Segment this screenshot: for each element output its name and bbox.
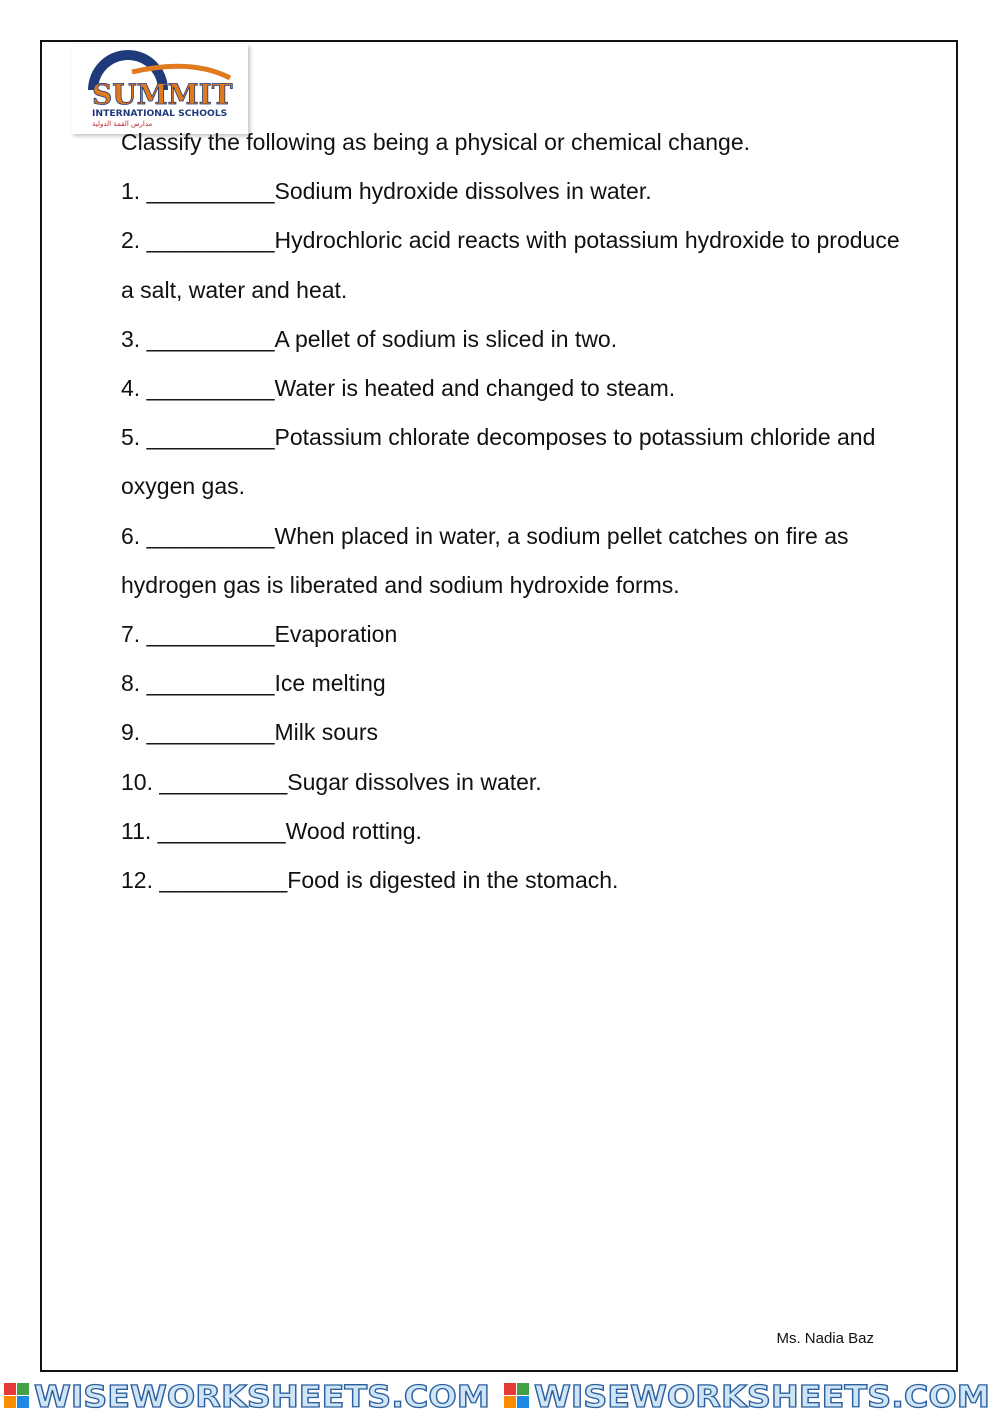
answer-blank[interactable]: __________ xyxy=(146,719,275,746)
logo-block-icon xyxy=(4,1396,16,1408)
question-text: Evaporation xyxy=(274,621,398,648)
logo-block-icon xyxy=(17,1383,29,1395)
question-number: 5. xyxy=(121,424,147,451)
question-item xyxy=(121,413,911,511)
answer-blank[interactable]: __________ xyxy=(146,621,275,648)
watermark-footer xyxy=(0,1378,1000,1413)
logo-arabic-text: مدارس القمة الدولية xyxy=(92,120,153,128)
question-item xyxy=(121,364,911,413)
question-item xyxy=(121,216,911,314)
question-number: 7. xyxy=(121,621,147,648)
question-number: 12. xyxy=(121,867,160,894)
question-number: 4. xyxy=(121,375,147,402)
logo-subtitle-text: INTERNATIONAL SCHOOLS xyxy=(92,108,228,119)
watermark-1 xyxy=(4,1380,490,1413)
question-item xyxy=(121,856,911,905)
question-item xyxy=(121,610,911,659)
question-number: 8. xyxy=(121,670,147,697)
question-item xyxy=(121,659,911,708)
logo-block-icon xyxy=(504,1396,516,1408)
question-text: Food is digested in the stomach. xyxy=(287,867,619,894)
answer-blank[interactable]: __________ xyxy=(159,867,288,894)
answer-blank[interactable]: __________ xyxy=(146,325,275,352)
question-text: Milk sours xyxy=(274,719,379,746)
question-text: When placed in water, a sodium pellet catches on fire as hydrogen gas is liberated and sodium hydroxide forms. xyxy=(121,522,849,598)
logo-block-icon xyxy=(504,1383,516,1395)
question-text: A pellet of sodium is sliced in two. xyxy=(274,325,618,352)
question-number: 3. xyxy=(121,325,147,352)
question-text: Wood rotting. xyxy=(285,817,422,844)
logo-brand-text: SUMMIT xyxy=(92,78,233,111)
question-item xyxy=(121,807,911,856)
worksheet-body xyxy=(121,118,911,905)
instruction: Classify the following as being a physical or chemical change. xyxy=(121,129,750,155)
answer-blank[interactable]: __________ xyxy=(146,522,275,549)
teacher-name: Ms. Nadia Baz xyxy=(776,1330,874,1347)
answer-blank[interactable]: __________ xyxy=(146,227,275,254)
question-item xyxy=(121,167,911,216)
question-text: Sugar dissolves in water. xyxy=(287,768,542,795)
logo-block-icon xyxy=(4,1383,16,1395)
logo-block-icon xyxy=(517,1396,529,1408)
answer-blank[interactable]: __________ xyxy=(157,817,286,844)
question-number: 1. xyxy=(121,178,147,205)
question-list xyxy=(121,167,911,905)
answer-blank[interactable]: __________ xyxy=(146,670,275,697)
question-text: Potassium chlorate decomposes to potassium chloride and oxygen gas. xyxy=(121,424,876,500)
answer-blank[interactable]: __________ xyxy=(146,375,275,402)
answer-blank[interactable]: __________ xyxy=(146,178,275,205)
question-text: Hydrochloric acid reacts with potassium hydroxide to produce a salt, water and heat. xyxy=(121,227,900,303)
question-number: 6. xyxy=(121,522,147,549)
answer-blank[interactable]: __________ xyxy=(159,768,288,795)
answer-blank[interactable]: __________ xyxy=(146,424,275,451)
question-number: 10. xyxy=(121,768,160,795)
watermark-2 xyxy=(504,1380,990,1413)
question-item xyxy=(121,708,911,757)
logo-block-icon xyxy=(517,1383,529,1395)
question-number: 2. xyxy=(121,227,147,254)
watermark-text: WISEWORKSHEETS.COM xyxy=(34,1380,490,1413)
logo-block-icon xyxy=(17,1396,29,1408)
question-item xyxy=(121,758,911,807)
question-text: Water is heated and changed to steam. xyxy=(274,375,676,402)
question-item xyxy=(121,512,911,610)
watermark-text: WISEWORKSHEETS.COM xyxy=(534,1380,990,1413)
question-number: 9. xyxy=(121,719,147,746)
question-text: Sodium hydroxide dissolves in water. xyxy=(274,178,652,205)
question-text: Ice melting xyxy=(274,670,386,697)
question-item xyxy=(121,315,911,364)
question-number: 11. xyxy=(121,817,158,844)
